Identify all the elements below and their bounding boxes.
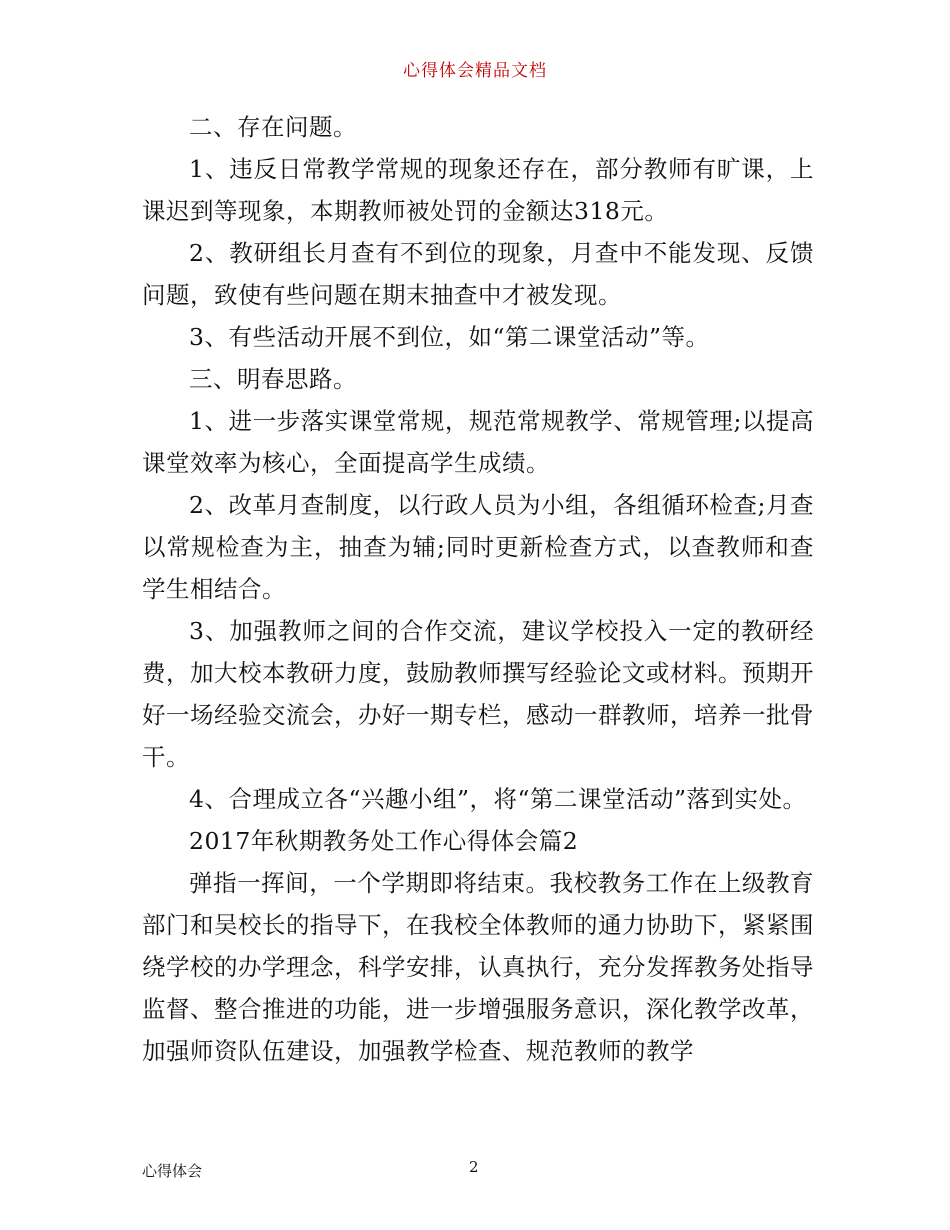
footer-label: 心得体会 [142, 1162, 203, 1180]
paragraph-problem-2: 2、教研组长月查有不到位的现象，月查中不能发现、反馈问题，致使有些问题在期末抽查中才被发现。 [142, 239, 814, 309]
article-title-part-2: 2017年秋期教务处工作心得体会篇2 [189, 827, 579, 855]
paragraph-intro: 弹指一挥间，一个学期即将结束。我校教务工作在上级教育部门和吴校长的指导下，在我校全体教师的通力协助下，紧紧围绕学校的办学理念，科学安排，认真执行，充分发挥教务处指导监督、整合推进的功能，进一步增强服务意识，深化教学改革，加强师资队伍建设，加强教学检查、规范教师的教学 [142, 869, 814, 1065]
paragraph-plan-2: 2、改革月查制度，以行政人员为小组，各组循环检查;月查以常规检查为主，抽查为辅;同时更新检查方式，以查教师和查学生相结合。 [142, 491, 814, 603]
paragraph-plan-4: 4、合理成立各“兴趣小组”，将“第二课堂活动”落到实处。 [189, 785, 807, 813]
paragraph-problem-3: 3、有些活动开展不到位，如“第二课堂活动”等。 [189, 323, 710, 351]
section-heading-plans: 三、明春思路。 [189, 365, 357, 393]
page-number: 2 [469, 1158, 479, 1176]
paragraph-problem-1: 1、违反日常教学常规的现象还存在，部分教师有旷课，上课迟到等现象，本期教师被处罚的金额达318元。 [142, 155, 814, 225]
document-body [142, 106, 814, 1072]
paragraph-plan-3: 3、加强教师之间的合作交流，建议学校投入一定的教研经费，加大校本教研力度，鼓励教师撰写经验论文或材料。预期开好一场经验交流会，办好一期专栏，感动一群教师，培养一批骨干。 [142, 617, 814, 771]
page-header-title: 心得体会精品文档 [403, 61, 547, 81]
section-heading-problems: 二、存在问题。 [189, 113, 357, 141]
paragraph-plan-1: 1、进一步落实课堂常规，规范常规教学、常规管理;以提高课堂效率为核心，全面提高学生成绩。 [142, 407, 814, 477]
